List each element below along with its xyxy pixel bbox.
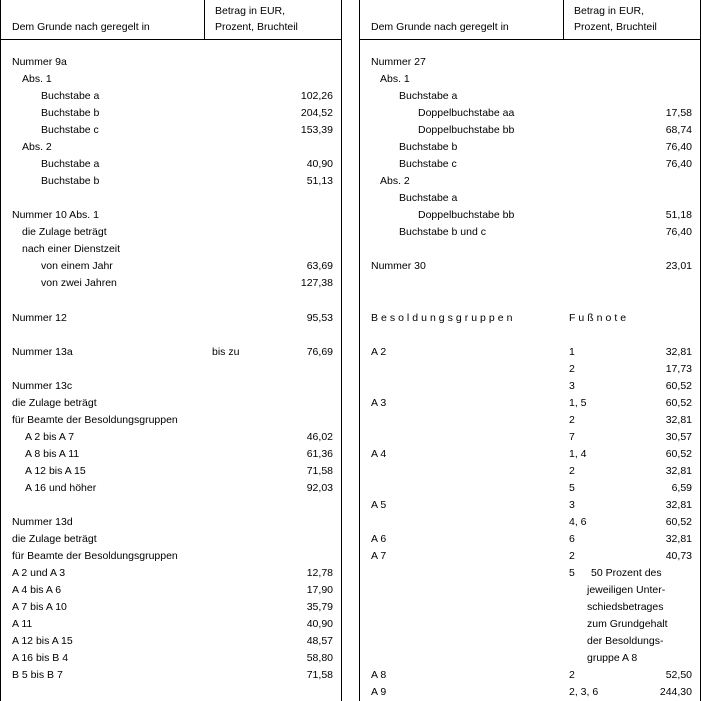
row-note: 4, 6 (569, 516, 587, 528)
table-row (1, 429, 341, 445)
row-label: Abs. 2 (22, 141, 52, 153)
row-amount: 32,81 (665, 499, 692, 511)
row-label: Buchstabe a (41, 90, 100, 102)
row-label: Buchstabe a (399, 90, 458, 102)
table-row (1, 667, 341, 683)
table-row (360, 156, 700, 172)
table-row (360, 395, 700, 411)
row-label: Buchstabe b (41, 107, 100, 119)
row-amount: 17,90 (306, 584, 333, 596)
row-amount: 68,74 (665, 124, 692, 136)
row-label: A 3 (371, 397, 387, 409)
row-label: A 7 bis A 10 (12, 601, 67, 613)
table-row (1, 224, 341, 240)
table-row (1, 548, 341, 564)
row-amount: 76,69 (306, 346, 333, 358)
table-row (360, 207, 700, 223)
footnote-text: der Besoldungs- (587, 635, 664, 647)
row-amount: 71,58 (306, 465, 333, 477)
row-label: die Zulage beträgt (22, 226, 107, 238)
table-row (1, 105, 341, 121)
table-row (1, 173, 341, 189)
table-row (1, 122, 341, 138)
row-label: Buchstabe c (399, 158, 457, 170)
table-row (1, 275, 341, 291)
row-label: nach einer Dienstzeit (22, 243, 121, 255)
table-row (360, 258, 700, 274)
row-amount: 76,40 (665, 226, 692, 238)
row-label: Doppelbuchstabe bb (418, 209, 515, 221)
row-label: A 8 (371, 669, 387, 681)
table-row (1, 565, 341, 581)
table-row (1, 480, 341, 496)
row-amount: 204,52 (300, 107, 333, 119)
row-label: A 12 bis A 15 (25, 465, 86, 477)
table-row (360, 616, 700, 632)
table-row (1, 463, 341, 479)
header-divider (204, 0, 205, 39)
row-note: Fußnote (569, 312, 630, 324)
table-row (1, 71, 341, 87)
table-row (360, 122, 700, 138)
row-amount: 58,80 (306, 652, 333, 664)
row-amount: 23,01 (665, 260, 692, 272)
table-row (360, 480, 700, 496)
row-label: B 5 bis B 7 (12, 669, 63, 681)
row-amount: 76,40 (665, 141, 692, 153)
table-row (360, 378, 700, 394)
table-row (360, 446, 700, 462)
row-amount: 71,58 (306, 669, 333, 681)
row-amount: 51,13 (306, 175, 333, 187)
table-row (360, 548, 700, 564)
row-note: 1 (569, 346, 575, 358)
row-label: A 5 (371, 499, 387, 511)
row-amount: 76,40 (665, 158, 692, 170)
row-amount: 95,53 (306, 312, 333, 324)
row-amount: 63,69 (306, 260, 333, 272)
header-amount-line2: Prozent, Bruchteil (215, 21, 298, 33)
row-label: für Beamte der Besoldungsgruppen (12, 414, 178, 426)
row-amount: 102,26 (300, 90, 333, 102)
table-row (360, 54, 700, 70)
row-label: Buchstabe c (41, 124, 99, 136)
header-amount-line1: Betrag in EUR, (574, 5, 645, 17)
row-note: 3 (569, 499, 575, 511)
table-row (360, 497, 700, 513)
row-note: 3 (569, 380, 575, 392)
table-row (1, 412, 341, 428)
row-label: Buchstabe b (41, 175, 100, 187)
row-amount: 32,81 (665, 465, 692, 477)
header-amount-line1: Betrag in EUR, (215, 5, 286, 17)
table-row (360, 139, 700, 155)
row-note: 2 (569, 669, 575, 681)
row-label: von zwei Jahren (41, 277, 117, 289)
table-row (1, 650, 341, 666)
table-row (1, 241, 341, 257)
table-row (360, 650, 700, 666)
table-row (360, 190, 700, 206)
table-row (360, 88, 700, 104)
table-row (360, 565, 700, 581)
table-row (1, 514, 341, 530)
row-label: A 2 und A 3 (12, 567, 66, 579)
row-label: Buchstabe a (41, 158, 100, 170)
row-label: A 16 und höher (25, 482, 97, 494)
row-note: 2 (569, 465, 575, 477)
footnote-text: jeweiligen Unter- (587, 584, 666, 596)
row-label: Abs. 2 (380, 175, 410, 187)
table-row (1, 531, 341, 547)
footnote-text: zum Grundgehalt (587, 618, 668, 630)
row-amount: 61,36 (306, 448, 333, 460)
row-amount: 17,58 (665, 107, 692, 119)
row-label: die Zulage beträgt (12, 397, 97, 409)
row-amount: 30,57 (665, 431, 692, 443)
row-label: A 6 (371, 533, 387, 545)
table-row (1, 633, 341, 649)
header-rule (1, 39, 341, 40)
row-amount: 52,50 (665, 669, 692, 681)
row-label: Buchstabe a (399, 192, 458, 204)
row-amount: 12,78 (306, 567, 333, 579)
row-amount: 32,81 (665, 533, 692, 545)
row-label: Nummer 30 (371, 260, 426, 272)
left-table (0, 0, 342, 701)
table-row (360, 667, 700, 683)
row-note: 2 (569, 363, 575, 375)
row-amount: 127,38 (300, 277, 333, 289)
row-amount: 46,02 (306, 431, 333, 443)
row-label: A 4 (371, 448, 387, 460)
table-row (1, 616, 341, 632)
table-row (360, 361, 700, 377)
row-amount: 244,30 (659, 686, 692, 698)
table-row (1, 446, 341, 462)
row-label: Doppelbuchstabe bb (418, 124, 515, 136)
row-note: 1, 5 (569, 397, 587, 409)
footnote-text: gruppe A 8 (587, 652, 638, 664)
header-divider (563, 0, 564, 39)
row-amount: 32,81 (665, 414, 692, 426)
table-row (1, 88, 341, 104)
row-label: Nummer 13a (12, 346, 73, 358)
row-amount: 32,81 (665, 346, 692, 358)
table-row (360, 633, 700, 649)
table-row (360, 224, 700, 240)
row-label: Nummer 27 (371, 56, 426, 68)
row-amount: 40,90 (306, 618, 333, 630)
table-row (1, 207, 341, 223)
row-note: 7 (569, 431, 575, 443)
row-note: 5 (569, 567, 575, 579)
row-note: 2 (569, 414, 575, 426)
table-row (1, 310, 341, 326)
row-label: von einem Jahr (41, 260, 113, 272)
row-label: A 9 (371, 686, 387, 698)
row-label: Abs. 1 (22, 73, 52, 85)
table-row (1, 395, 341, 411)
row-note: 5 (569, 482, 575, 494)
row-amount: 153,39 (300, 124, 333, 136)
row-label: die Zulage beträgt (12, 533, 97, 545)
table-row (1, 582, 341, 598)
row-label: A 16 bis B 4 (12, 652, 69, 664)
header-basis: Dem Grunde nach geregelt in (371, 21, 509, 33)
row-amount: 51,18 (665, 209, 692, 221)
row-amount: 40,90 (306, 158, 333, 170)
right-table (359, 0, 701, 701)
table-row (1, 378, 341, 394)
row-amount: 17,73 (665, 363, 692, 375)
table-row (1, 156, 341, 172)
table-row (360, 105, 700, 121)
table-row (360, 173, 700, 189)
footnote-text: schiedsbetrages (587, 601, 664, 613)
row-label: Nummer 13d (12, 516, 73, 528)
row-label: Nummer 12 (12, 312, 67, 324)
row-amount: 6,59 (671, 482, 692, 494)
row-label: A 12 bis A 15 (12, 635, 73, 647)
table-row (360, 684, 700, 700)
row-label: Buchstabe b und c (399, 226, 486, 238)
table-row (360, 71, 700, 87)
row-note: bis zu (212, 346, 240, 358)
table-row (360, 531, 700, 547)
table-row (360, 582, 700, 598)
row-label: für Beamte der Besoldungsgruppen (12, 550, 178, 562)
row-label: A 4 bis A 6 (12, 584, 62, 596)
header-basis: Dem Grunde nach geregelt in (12, 21, 150, 33)
table-row (360, 599, 700, 615)
footnote-text: 50 Prozent des (591, 567, 662, 579)
table-row (1, 139, 341, 155)
row-amount: 35,79 (306, 601, 333, 613)
table-row (360, 412, 700, 428)
row-label: A 7 (371, 550, 387, 562)
row-label: Abs. 1 (380, 73, 410, 85)
row-amount: 60,52 (665, 516, 692, 528)
row-amount: 60,52 (665, 397, 692, 409)
row-label: Nummer 9a (12, 56, 67, 68)
table-row (360, 429, 700, 445)
table-row (360, 344, 700, 360)
row-label: A 11 (12, 618, 33, 630)
table-row (360, 310, 700, 326)
row-note: 6 (569, 533, 575, 545)
table-row (1, 344, 341, 360)
header-amount-line2: Prozent, Bruchteil (574, 21, 657, 33)
row-amount: 48,57 (306, 635, 333, 647)
row-note: 2 (569, 550, 575, 562)
row-amount: 60,52 (665, 380, 692, 392)
row-label: Besoldungsgruppen (371, 312, 516, 324)
row-amount: 92,03 (306, 482, 333, 494)
row-label: Nummer 10 Abs. 1 (12, 209, 99, 221)
row-note: 2, 3, 6 (569, 686, 599, 698)
table-row (360, 463, 700, 479)
row-amount: 40,73 (665, 550, 692, 562)
table-row (1, 258, 341, 274)
table-row (1, 54, 341, 70)
row-label: Buchstabe b (399, 141, 458, 153)
row-label: Doppelbuchstabe aa (418, 107, 515, 119)
row-label: A 2 bis A 7 (25, 431, 75, 443)
row-note: 1, 4 (569, 448, 587, 460)
table-row (360, 514, 700, 530)
row-amount: 60,52 (665, 448, 692, 460)
header-rule (360, 39, 700, 40)
table-row (1, 599, 341, 615)
row-label: A 2 (371, 346, 387, 358)
row-label: Nummer 13c (12, 380, 73, 392)
row-label: A 8 bis A 11 (25, 448, 80, 460)
